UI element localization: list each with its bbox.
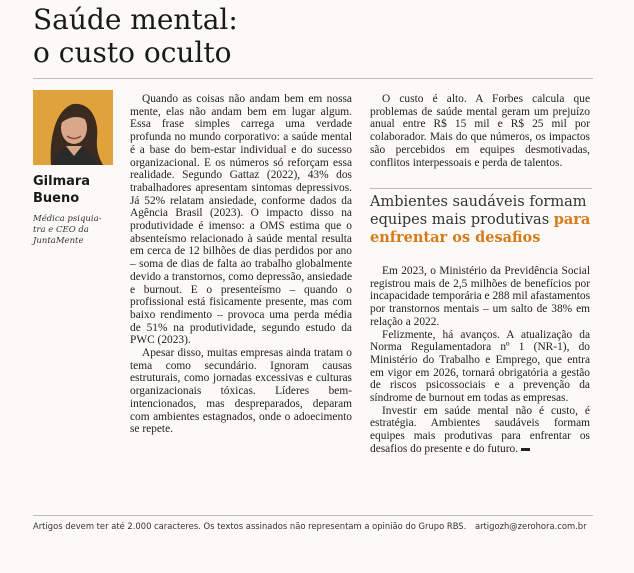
article-headline (33, 3, 353, 69)
body-paragraph: Em 2023, o Ministério da Previdência Social registrou mais de 2,5 milhões de benefícios por incapacidade temporária e 288 mil afastamentos por transtornos mentais – um salto de 38% em relação a 2022. (370, 265, 590, 328)
article-column-1 (130, 93, 352, 436)
author-first-name: Gilmara (33, 174, 91, 189)
author-role-line: JuntaMente (33, 236, 84, 246)
body-paragraph (370, 405, 590, 456)
footer-email[interactable]: artigozh@zerohora.com.br (474, 521, 587, 531)
article-column-3 (370, 265, 590, 456)
author-name (33, 173, 123, 207)
headline-line-1: Saúde mental: (33, 3, 238, 36)
footer (33, 521, 603, 531)
headline-line-2: o custo oculto (33, 36, 232, 69)
body-paragraph: O custo é alto. A Forbes calcula que problemas de saúde mental geram um prejuízo anual entre R$ 15 mil e R$ 25 mil por colaborador. Mais do que números, os impactos são percebidos em equipes desmotivadas, conflitos interpessoais e perda de talentos. (370, 93, 590, 169)
pull-quote-divider (370, 188, 592, 189)
pull-quote-accent: para enfrentar os desafios (370, 211, 591, 246)
author-photo (33, 90, 113, 165)
pull-quote (370, 188, 600, 247)
body-paragraph: Felizmente, há avanços. A atualização da Norma Regulamentadora nº 1 (NR-1), do Ministério do Trabalho e Emprego, que entra em vigor em 2026, tornará obrigatória a gestão de riscos psicossociais e a prevenção da síndrome de burnout em todas as empresas. (370, 328, 590, 405)
author-last-name: Bueno (33, 191, 80, 206)
body-paragraph: Quando as coisas não andam bem em nossa mente, elas não andam bem em lugar algum. Essa frase simples carrega uma verdade profunda no mundo corporativo: a saúde mental é a base do bem-estar individual e do sucesso organizacional. E os números só reforçam essa realidade. Segundo Gattaz (2022), 43% dos trabalhadores apresentam sintomas depressivos. Já 52% relatam ansiedade, conforme dados da Agência Brasil (2023). O impacto disso na produtividade é imenso: a OMS estima que o absenteísmo relacionado à saúde mental resulta em cerca de 12 bilhões de dias perdidos por ano – soma de dias de falta ao trabalho globalmente devido a transtornos, como depressão, ansiedade e burnout. E o presenteísmo – quando o profissional está fisicamente presente, mas com baixo rendimento – provoca uma perda média de 51% na produtividade, segundo estudo da PWC (2023). (130, 93, 352, 347)
bottom-divider (33, 515, 593, 516)
author-role-line: Médica psiquia- (33, 214, 102, 224)
author-role-line: tra e CEO da (33, 225, 89, 235)
body-paragraph: Apesar disso, muitas empresas ainda tratam o tema como secundário. Ignoram causas estruturais, como jornadas excessivas e culturas organizacionais tóxicas. Líderes bem-intencionados, mas despreparados, deparam com ambientes estagnados, onde o adoecimento se repete. (130, 347, 352, 436)
closing-text: Investir em saúde mental não é custo, é estratégia. Ambientes saudáveis formam equipes mais produtivas para enfrentar os desafios do presente e do futuro. (370, 404, 590, 455)
author-role (33, 214, 123, 247)
end-of-article-mark (521, 448, 530, 451)
pull-quote-normal: Ambientes saudáveis formam equipes mais produtivas (370, 194, 587, 228)
article-column-2 (370, 93, 590, 169)
pull-quote-text (370, 193, 600, 247)
top-divider (33, 78, 593, 79)
footer-note: Artigos devem ter até 2.000 caracteres. Os textos assinados não representam a opinião do Grupo RBS. (33, 521, 467, 531)
